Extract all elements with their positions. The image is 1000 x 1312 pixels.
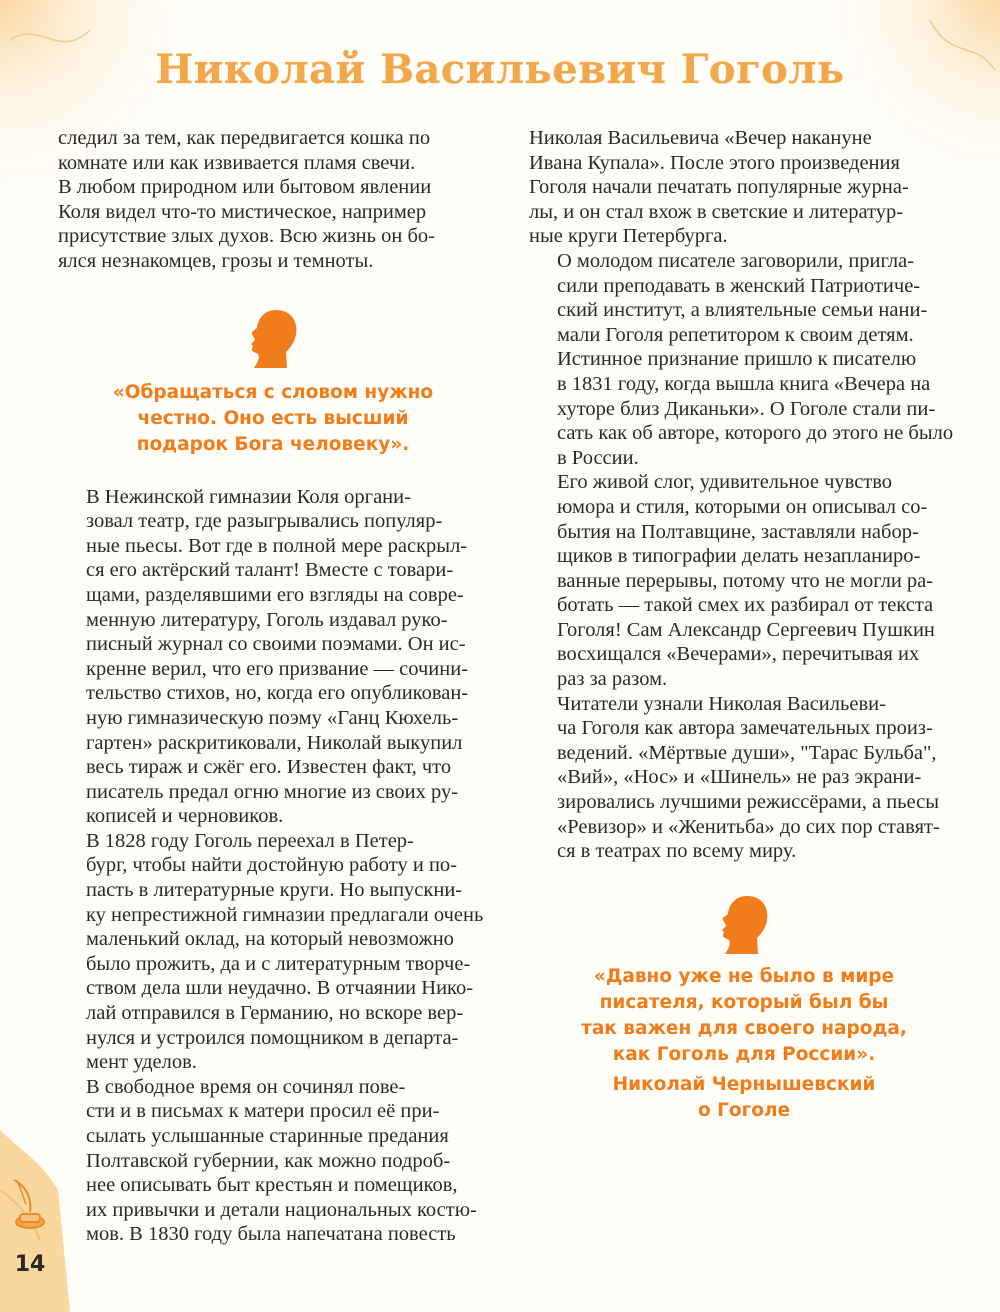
text-line: щами, разделявшими его взгляды на совре-	[86, 583, 464, 606]
text-line: В свободное время он сочинял пове-	[86, 1075, 406, 1098]
quote-line: так важен для своего народа,	[581, 1017, 907, 1039]
text-line: щиков в типографии делать незапланиро-	[557, 545, 921, 568]
paragraph	[58, 829, 488, 1075]
head-silhouette-icon	[717, 894, 771, 956]
text-line: ные круги Петербурга.	[529, 225, 728, 248]
quote-line: «Обращаться с словом нужно	[112, 381, 434, 403]
text-line: писатель предал огню многие из своих ру-	[86, 780, 459, 803]
text-line: сти и в письмах к матери просил её при-	[86, 1100, 440, 1123]
paragraph	[529, 692, 959, 864]
text-line: было прожить, да и с литературным творче-	[86, 952, 471, 975]
text-line: Николая Васильевича «Вечер накануне	[529, 127, 872, 149]
text-line: ведений. «Мёртвые души», "Тарас Бульба",	[557, 741, 937, 764]
text-line: следил за тем, как передвигается кошка по	[58, 127, 431, 149]
body-text-left	[58, 485, 488, 1247]
text-line: ся в театрах по всему миру.	[557, 840, 797, 863]
paragraph	[529, 470, 959, 691]
quill-inkwell-icon	[8, 1176, 48, 1236]
text-line: ский институт, а влиятельные семьи нани-	[557, 299, 928, 322]
right-column	[529, 126, 959, 1124]
quote-line: честно. Оно есть высший	[137, 407, 409, 429]
text-line: менную литературу, Гоголь издавал руко-	[86, 608, 448, 631]
text-line: писный журнал со своими поэмами. Он ис-	[86, 633, 466, 656]
page-number: 14	[14, 1252, 46, 1277]
text-line: «Вий», «Нос» и «Шинель» не раз экрани-	[557, 766, 922, 789]
text-line: тельство стихов, но, когда его опубликован-	[86, 682, 469, 705]
text-line: бытия на Полтавщине, заставляли набор-	[557, 520, 919, 543]
quote-author: Николай Чернышевский	[612, 1073, 876, 1095]
text-line: зировались лучшими режиссёрами, а пьесы	[557, 791, 939, 814]
text-line: «Ревизор» и «Женитьба» до сих пор ставят-	[557, 815, 940, 838]
text-line: ся его актёрский талант! Вместе с товари-	[86, 559, 454, 582]
text-line: О молодом писателе заговорили, пригла-	[557, 249, 915, 272]
text-line: бург, чтобы найти достойную работу и по-	[86, 854, 457, 877]
text-line: зовал театр, где разыгрывались популяр-	[86, 510, 443, 533]
text-line: маленький оклад, на который невозможно	[86, 928, 454, 951]
text-line: присутствие злых духов. Всю жизнь он бо-	[58, 225, 435, 248]
text-line: лай отправился в Германию, но вскоре вер-	[86, 1002, 464, 1025]
quote-line: как Гоголь для России».	[612, 1043, 876, 1065]
text-line: нулся и устроился помощником в департа-	[86, 1026, 459, 1049]
paragraph	[529, 347, 959, 470]
text-line: кренне верил, что его призвание — сочини-	[86, 657, 469, 680]
text-line: мали Гоголя репетитором к своим детям.	[557, 323, 914, 346]
text-line: ванные перерывы, потому что не могли ра-	[557, 569, 934, 592]
text-line: сили преподавать в женский Патриотиче-	[557, 274, 921, 297]
text-line: ку непрестижной гимназии предлагали очень	[86, 903, 484, 926]
text-line: нее описывать быт крестьян и помещиков,	[86, 1174, 458, 1197]
text-line: Читатели узнали Николая Васильеви-	[557, 692, 886, 715]
text-line: Его живой слог, удивительное чувство	[557, 471, 893, 494]
quote-block-left	[58, 308, 488, 458]
text-line: лы, и он стал вхож в светские и литератур-	[529, 200, 904, 223]
text-line: В любом природном или бытовом явлении	[58, 176, 432, 199]
text-line: Истинное признание пришло к писателю	[557, 348, 917, 371]
text-line: раз за разом.	[557, 668, 668, 691]
text-line: Полтавской губернии, как можно подроб-	[86, 1149, 451, 1172]
text-line: кописей и черновиков.	[86, 805, 284, 828]
head-silhouette-icon	[246, 308, 300, 370]
paragraph	[529, 126, 959, 249]
paragraph	[529, 249, 959, 347]
quote-line: писателя, который был бы	[599, 991, 889, 1013]
left-column	[58, 126, 488, 1247]
text-line: восхищался «Вечерами», перечитывая их	[557, 643, 920, 666]
text-line: В Нежинской гимназии Коля органи-	[86, 485, 411, 508]
text-line: пасть в литературные круги. Но выпускни-	[86, 879, 463, 902]
text-line: ялся незнакомцев, грозы и темноты.	[58, 249, 374, 272]
text-line: Гоголя! Сам Александр Сергеевич Пушкин	[557, 618, 935, 641]
text-line: в 1831 году, когда вышла книга «Вечера на	[557, 372, 931, 395]
text-line: ботать — такой смех их разбирал от текста	[557, 594, 934, 617]
text-line: сылать услышанные старинные предания	[86, 1125, 449, 1147]
page-title: Николай Васильевич Гоголь	[155, 46, 845, 93]
text-line: ную гимназическую поэму «Ганц Кюхель-	[86, 706, 459, 729]
text-line: ством дела шли неудачно. В отчаянии Нико-	[86, 977, 474, 1000]
text-line: весь тираж и сжёг его. Известен факт, что	[86, 756, 452, 779]
paragraph	[58, 126, 488, 274]
text-line: гартен» раскритиковали, Николай выкупил	[86, 731, 463, 754]
text-line: мов. В 1830 году была напечатана повесть	[86, 1223, 456, 1246]
text-line: ные пьесы. Вот где в полной мере раскрыл-	[86, 534, 468, 557]
quote-line: подарок Бога человеку».	[136, 433, 410, 455]
text-line: в России.	[557, 446, 639, 469]
quote-author: о Гоголе	[697, 1099, 791, 1121]
text-line: Ивана Купала». После этого произведения	[529, 151, 900, 174]
text-line: ча Гоголя как автора замечательных произ-	[557, 717, 933, 740]
text-line: комнате или как извивается пламя свечи.	[58, 151, 416, 174]
text-line: Гоголя начали печатать популярные журна-	[529, 176, 909, 199]
quote-line: «Давно уже не было в мире	[593, 965, 895, 987]
paragraph	[58, 485, 488, 829]
text-line: мент уделов.	[86, 1051, 197, 1074]
text-line: хуторе близ Диканьки». О Гоголе стали пи-	[557, 397, 936, 420]
paragraph	[58, 1075, 488, 1247]
quote-block-right	[529, 894, 959, 1124]
text-line: сать как об авторе, которого до этого не было	[557, 422, 954, 445]
text-line: В 1828 году Гоголь переехал в Петер-	[86, 829, 414, 852]
text-line: юмора и стиля, которыми он описывал со-	[557, 495, 928, 518]
text-line: их привычки и детали национальных костю-	[86, 1198, 477, 1221]
text-line: Коля видел что-то мистическое, например	[58, 200, 427, 223]
